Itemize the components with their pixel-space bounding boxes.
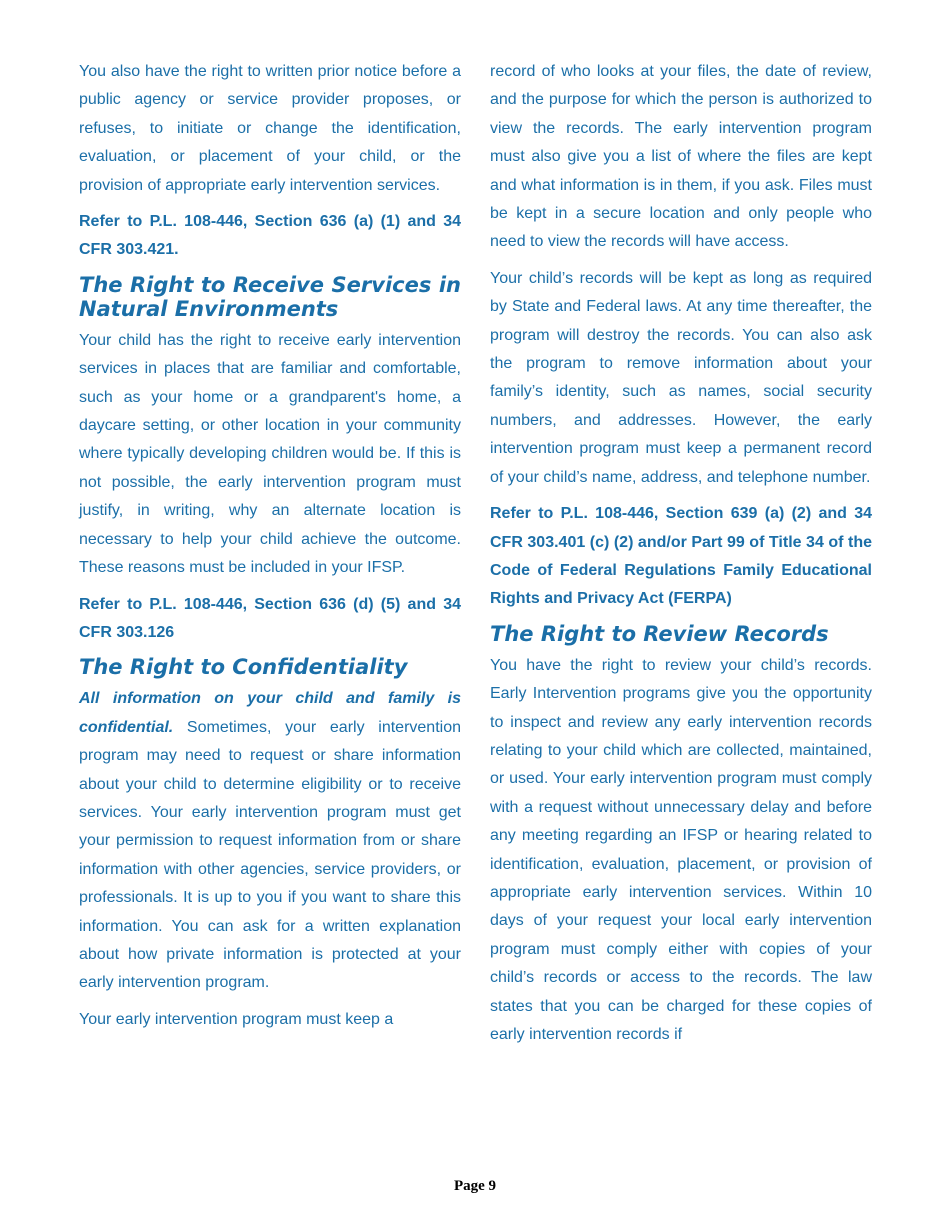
confidentiality-paragraph xyxy=(79,685,461,997)
left-column xyxy=(79,58,461,1042)
natural-environments-paragraph: Your child has the right to receive early intervention services in places that are familiar and comfortable, such as your home or a grandparent's home, a daycare setting, or other location in your community where typically developing children would be. If this is not possible, the early intervention program must justify, in writing, why an alternate location is necessary to help your child achieve the outcome. These reasons must be included in your IFSP. xyxy=(79,331,461,577)
reference-natural-environments: Refer to P.L. 108-446, Section 636 (d) (5) and 34 CFR 303.126 xyxy=(79,595,461,641)
right-column xyxy=(490,58,872,1057)
records-retention-paragraph: Your child’s records will be kept as long as required by State and Federal laws. At any time thereafter, the program will destroy the records. You can also ask the program to remove information about your family’s identity, such as names, social security numbers, and addresses. However, the early intervention program must keep a permanent record of your child’s name, address, and telephone number. xyxy=(490,269,872,486)
confidentiality-body: Sometimes, your early intervention program may need to request or share information about your child to determine eligibility or to receive services. Your early intervention program must get your permission to request information from or share information with other agencies, service providers, or professionals. It is up to you if you want to share this information. You can ask for a written explanation about how private information is protected at your early intervention program. xyxy=(79,718,461,992)
confidentiality-lead: All information on your child and family is confidential. xyxy=(79,690,461,736)
record-of-access-paragraph: record of who looks at your files, the date of review, and the purpose for which the person is authorized to view the records. The early intervention program must also give you a list of where the files are kept and what information is in them, if you ask. Files must be kept in a secure location and only people who need to view the records will have access. xyxy=(490,63,872,251)
review-records-paragraph: You have the right to review your child’s records. Early Intervention programs give you the opportunity to inspect and review any early intervention records relating to your child which are collected, maintained, or used. Your early intervention program must comply with a request without unnecessary delay and before any meeting regarding an IFSP or hearing related to identification, evaluation, placement, or provision of appropriate early intervention services. Within 10 days of your request your local early intervention program must comply either with copies of your child’s records or access to the records. The law states that you can be charged for these copies of early intervention records if xyxy=(490,656,872,1043)
written-notice-paragraph: You also have the right to written prior notice before a public agency or service provider proposes, or refuses, to initiate or change the identification, evaluation, or placement of your child, or the provision of appropriate early intervention services. xyxy=(79,63,461,194)
heading-natural-environments: The Right to Receive Services in Natural Environments xyxy=(79,272,461,321)
heading-confidentiality: The Right to Confidentiality xyxy=(79,655,408,680)
reference-ferpa: Refer to P.L. 108-446, Section 639 (a) (2) and 34 CFR 303.401 (c) (2) and/or Part 99 of Title 34 of the Code of Federal Regulations Family Educational Rights and Privacy Act (FERPA) xyxy=(490,505,872,608)
keep-record-paragraph: Your early intervention program must keep a xyxy=(79,1010,394,1028)
reference-notice: Refer to P.L. 108-446, Section 636 (a) (1) and 34 CFR 303.421. xyxy=(79,213,461,259)
page-number: Page 9 xyxy=(453,1178,497,1194)
heading-review-records: The Right to Review Records xyxy=(490,621,829,646)
